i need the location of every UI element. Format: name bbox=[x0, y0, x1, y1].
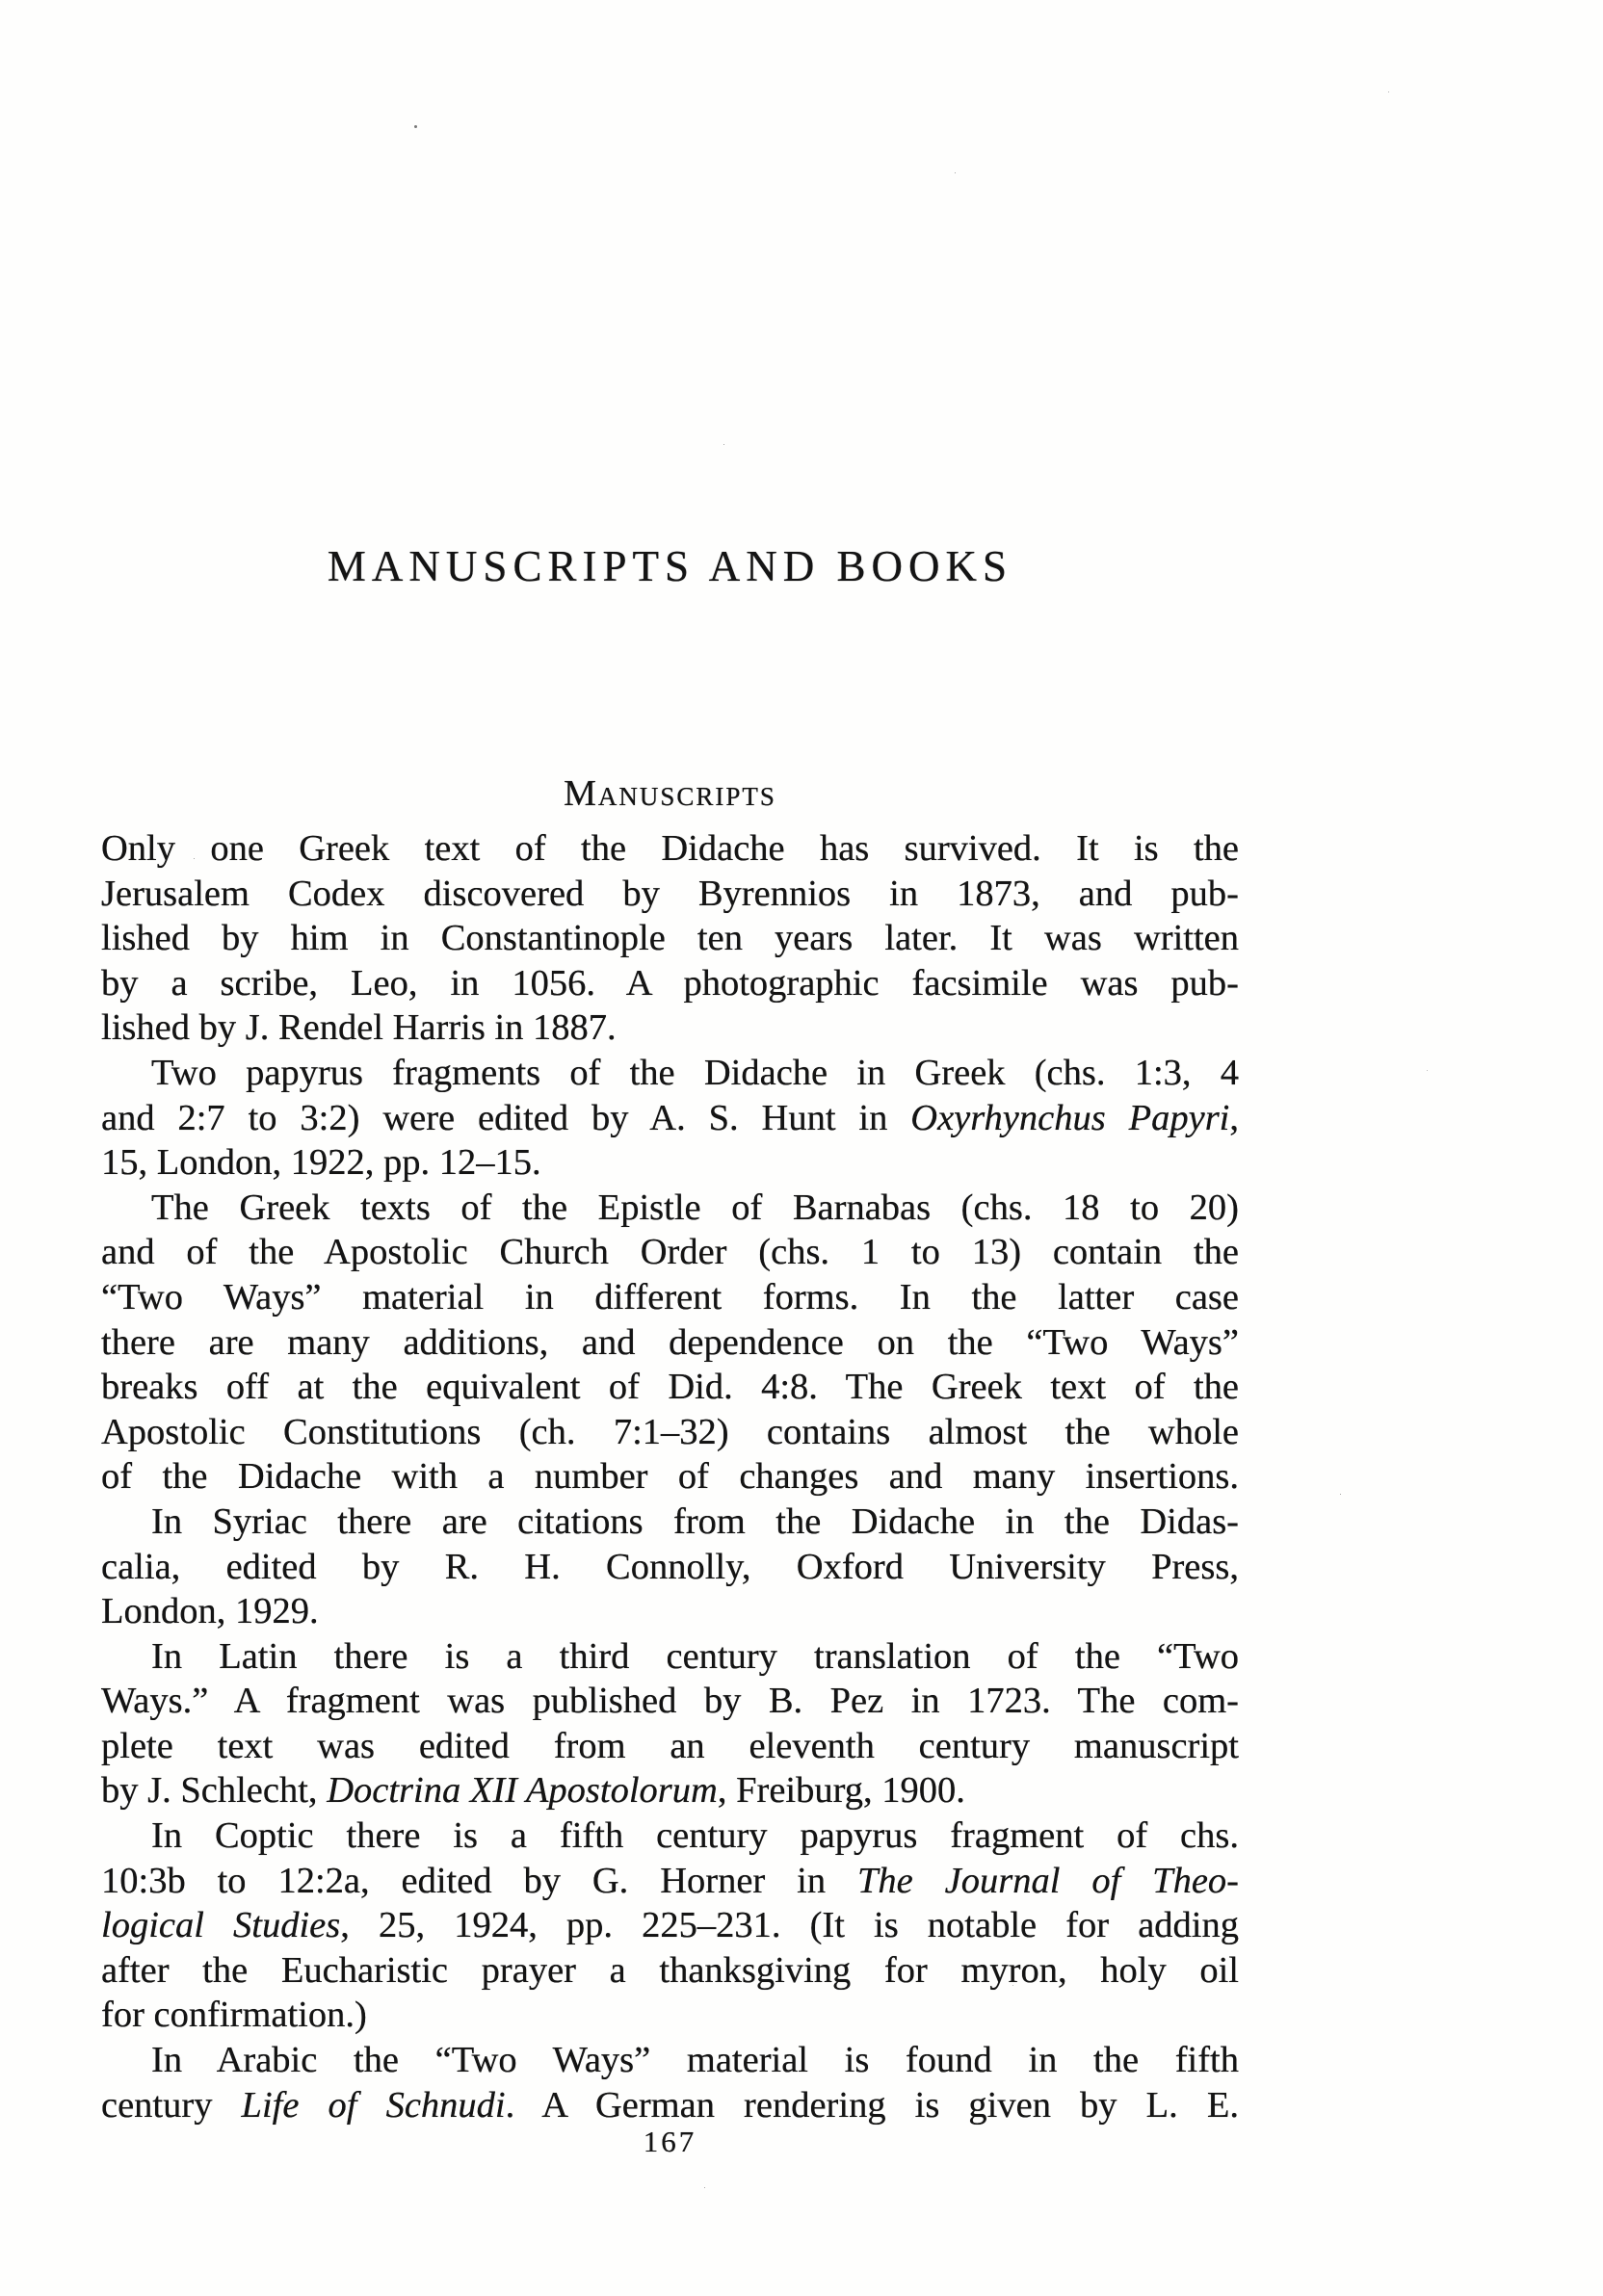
paragraph bbox=[101, 2038, 1239, 2127]
text-line: London, 1929. bbox=[101, 1591, 319, 1632]
text-line: lished by J. Rendel Harris in 1887. bbox=[101, 1007, 617, 1049]
text-line: by a scribe, Leo, in 1056. A photographic facsimile was pub- bbox=[101, 962, 1239, 1004]
paragraph bbox=[101, 1500, 1239, 1634]
text-line: century Life of Schnudi. A German rendering is given by L. E. bbox=[101, 2084, 1240, 2126]
text-line: 10:3b to 12:2a, edited by G. Horner in The Journal of Theo- bbox=[101, 1860, 1239, 1901]
text-line: In Latin there is a third century translation of the “Two bbox=[151, 1635, 1239, 1677]
text-line: Two papyrus fragments of the Didache in Greek (chs. 1:3, 4 bbox=[151, 1052, 1239, 1093]
text-line: Apostolic Constitutions (ch. 7:1–32) contains almost the whole bbox=[101, 1411, 1239, 1452]
text-line: Jerusalem Codex discovered by Byrennios in 1873, and pub- bbox=[101, 873, 1239, 914]
paragraph bbox=[101, 1813, 1239, 2038]
paragraph bbox=[101, 1186, 1239, 1500]
section-heading: Manuscripts bbox=[564, 773, 776, 814]
text-line: after the Eucharistic prayer a thanksgiving for myron, holy oil bbox=[101, 1949, 1239, 1991]
text-line: In Arabic the “Two Ways” material is found in the fifth bbox=[151, 2040, 1239, 2081]
text-line: for confirmation.) bbox=[101, 1995, 367, 2036]
text-line: logical Studies, 25, 1924, pp. 225–231. (It is notable for adding bbox=[101, 1905, 1239, 1946]
text-line: there are many additions, and dependence on the “Two Ways” bbox=[101, 1321, 1239, 1363]
chapter-title: MANUSCRIPTS AND BOOKS bbox=[327, 542, 1013, 590]
paragraph bbox=[101, 1051, 1239, 1186]
text-line: breaks off at the equivalent of Did. 4:8. The Greek text of the bbox=[101, 1367, 1239, 1408]
paragraph bbox=[101, 826, 1239, 1051]
text-line: The Greek texts of the Epistle of Barnabas (chs. 18 to 20) bbox=[151, 1187, 1239, 1228]
text-line: and 2:7 to 3:2) were edited by A. S. Hunt in Oxyrhynchus Papyri, bbox=[101, 1097, 1239, 1138]
text-line: of the Didache with a number of changes and many insertions. bbox=[101, 1456, 1239, 1498]
text-line: “Two Ways” material in different forms. In the latter case bbox=[101, 1276, 1239, 1318]
paragraph bbox=[101, 1634, 1239, 1813]
text-line: Only one Greek text of the Didache has survived. It is the bbox=[101, 828, 1239, 869]
text-line: calia, edited by R. H. Connolly, Oxford University Press, bbox=[101, 1546, 1239, 1587]
text-line: by J. Schlecht, Doctrina XII Apostolorum, Freiburg, 1900. bbox=[101, 1770, 965, 1812]
text-line: 15, London, 1922, pp. 12–15. bbox=[101, 1142, 541, 1184]
text-line: In Syriac there are citations from the Didache in the Didas- bbox=[151, 1500, 1239, 1542]
text-line: lished by him in Constantinople ten years later. It was written bbox=[101, 918, 1239, 959]
text-line: Ways.” A fragment was published by B. Pez in 1723. The com- bbox=[101, 1681, 1239, 1722]
text-line: In Coptic there is a fifth century papyrus fragment of chs. bbox=[151, 1815, 1239, 1857]
text-line: plete text was edited from an eleventh century manuscript bbox=[101, 1725, 1239, 1766]
body-text bbox=[101, 826, 1239, 2127]
text-line: and of the Apostolic Church Order (chs. 1 to 13) contain the bbox=[101, 1232, 1239, 1273]
page-number: 167 bbox=[643, 2125, 697, 2158]
